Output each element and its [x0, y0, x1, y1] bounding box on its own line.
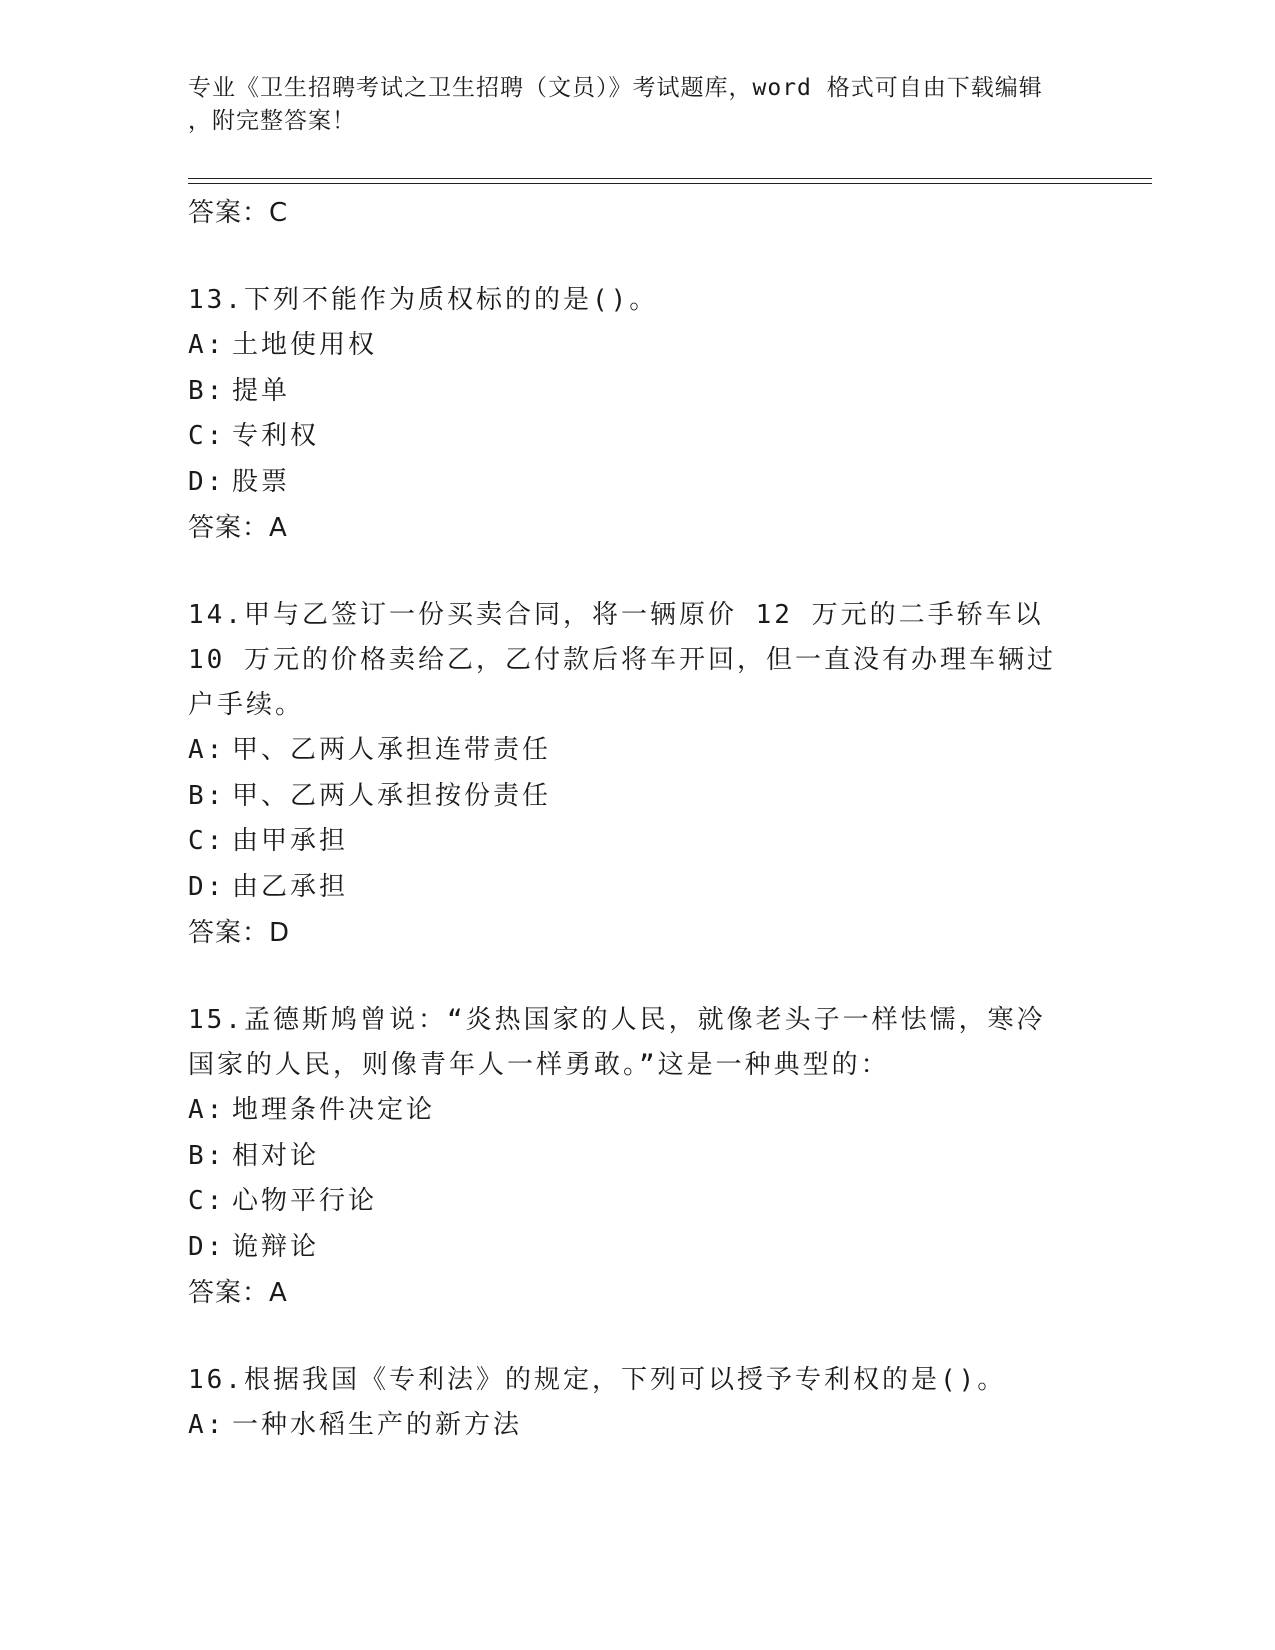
option-key: C: [188, 421, 226, 451]
option-text: 地理条件决定论 [232, 1095, 436, 1125]
option-text: 甲、乙两人承担按份责任 [232, 780, 552, 811]
question-stem: 14.甲与乙签订一份买卖合同，将一辆原价 12 万元的二手轿车以 10 万元的价格卖给乙，乙付款后将车开回，但一直没有办理车辆过户手续。 [188, 600, 1056, 720]
question-stem: 13.下列不能作为质权标的的是()。 [188, 285, 659, 315]
header-line-2: ，附完整答案！ [188, 108, 356, 134]
option-key: A: [188, 1410, 226, 1440]
option-b [188, 774, 1088, 820]
option-a [188, 1088, 1088, 1134]
option-a [188, 323, 1088, 369]
option-text: 提单 [232, 375, 291, 406]
option-key: A: [188, 735, 226, 765]
option-text: 诡辩论 [232, 1231, 320, 1262]
question-item [188, 278, 1088, 551]
option-key: B: [188, 375, 226, 406]
answer-label: 答案： [188, 198, 270, 228]
option-key: A: [188, 330, 226, 360]
option-key: D: [188, 871, 226, 902]
question-item [188, 1358, 1088, 1449]
option-a [188, 1403, 1088, 1449]
option-key: D: [188, 466, 226, 497]
option-text: 土地使用权 [232, 330, 378, 360]
option-key: C: [188, 826, 226, 856]
answer-label: 答案： [188, 918, 270, 948]
option-key: D: [188, 1231, 226, 1262]
option-text: 甲、乙两人承担连带责任 [232, 735, 552, 765]
option-c [188, 414, 1088, 460]
option-text: 一种水稻生产的新方法 [232, 1410, 523, 1440]
answer-line [188, 910, 1088, 956]
option-b [188, 1134, 1088, 1180]
question-item [188, 593, 1088, 956]
document-header [188, 72, 1068, 138]
option-text: 股票 [232, 466, 291, 497]
option-key: B: [188, 780, 226, 811]
answer-label: 答案： [188, 513, 270, 543]
answer-line [188, 1270, 1088, 1316]
answer-line [188, 505, 1088, 551]
header-divider-bottom [188, 183, 1152, 184]
answer-value: D [269, 918, 291, 948]
answer-value: C [269, 198, 289, 228]
header-divider-top [188, 178, 1152, 179]
option-text: 专利权 [232, 421, 320, 451]
option-key: B: [188, 1140, 226, 1171]
question-stem: 15.孟德斯鸠曾说：“炎热国家的人民，就像老头子一样怯懦，寒冷国家的人民，则像青年人一样勇敢。”这是一种典型的： [188, 1005, 1046, 1080]
option-text: 相对论 [232, 1140, 320, 1171]
option-key: C: [188, 1186, 226, 1216]
option-a [188, 728, 1088, 774]
answer-line [188, 190, 1088, 236]
answer-value: A [269, 513, 288, 543]
option-key: A: [188, 1095, 226, 1125]
question-list [188, 190, 1088, 1449]
answer-label: 答案： [188, 1278, 270, 1308]
question-item [188, 998, 1088, 1316]
option-d [188, 1225, 1088, 1271]
option-c [188, 1179, 1088, 1225]
option-b [188, 369, 1088, 415]
question-stem: 16.根据我国《专利法》的规定，下列可以授予专利权的是()。 [188, 1365, 1007, 1395]
option-c [188, 819, 1088, 865]
option-text: 由乙承担 [232, 871, 349, 902]
option-text: 由甲承担 [232, 826, 349, 856]
header-line-1: 专业《卫生招聘考试之卫生招聘（文员）》考试题库，word 格式可自由下载编辑 [188, 75, 1043, 101]
option-text: 心物平行论 [232, 1186, 378, 1216]
option-d [188, 865, 1088, 911]
answer-value: A [269, 1278, 288, 1308]
option-d [188, 460, 1088, 506]
